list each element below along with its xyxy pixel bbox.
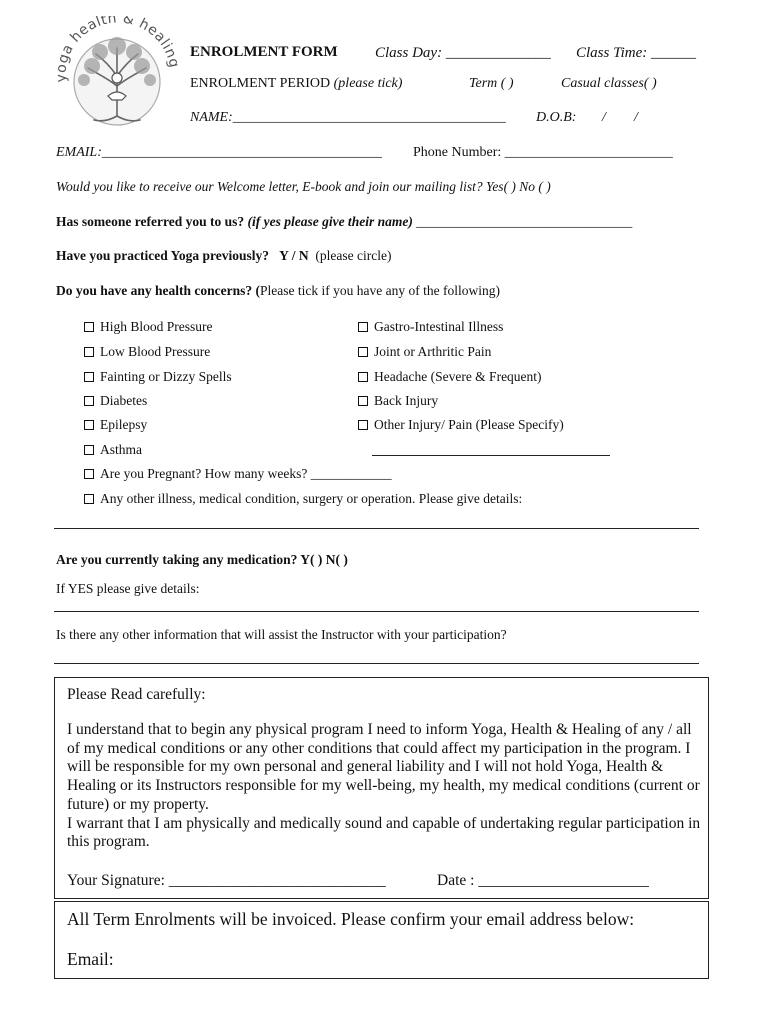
declaration-paragraph xyxy=(67,721,701,852)
casual-classes-option[interactable]: Casual classes( ) xyxy=(561,76,657,91)
yoga-yn-options[interactable]: Y / N xyxy=(279,248,309,263)
name-field[interactable]: NAME:_______________________________________ xyxy=(190,110,506,125)
checkbox-item[interactable] xyxy=(84,417,147,433)
checkbox-label: Other Injury/ Pain (Please Specify) xyxy=(374,417,564,432)
checkbox-label: Joint or Arthritic Pain xyxy=(374,344,492,359)
checkbox-item[interactable] xyxy=(84,442,142,458)
checkbox-item[interactable] xyxy=(84,369,232,385)
period-label: ENROLMENT PERIOD xyxy=(190,76,331,91)
dob-label[interactable]: D.O.B: xyxy=(536,110,577,125)
medication-details-line[interactable] xyxy=(54,611,699,612)
referral-blank[interactable]: ________________________________ xyxy=(416,214,633,229)
checkbox[interactable] xyxy=(84,322,94,332)
other-info-line[interactable] xyxy=(54,663,699,664)
yoga-hint: (please circle) xyxy=(315,248,392,263)
class-time-field[interactable]: Class Time: ______ xyxy=(576,45,697,61)
health-concerns-question xyxy=(56,283,500,299)
checkbox-item[interactable] xyxy=(358,319,503,335)
invoice-notice: All Term Enrolments will be invoiced. Please confirm your email address below: xyxy=(67,909,635,929)
checkbox-item[interactable] xyxy=(84,491,522,507)
checkbox-item[interactable] xyxy=(84,466,392,482)
checkbox-label: Fainting or Dizzy Spells xyxy=(100,369,232,384)
logo xyxy=(52,16,182,136)
checkbox-item[interactable] xyxy=(84,393,147,409)
declaration-box xyxy=(54,677,709,899)
mailing-list-question[interactable]: Would you like to receive our Welcome letter, E-book and join our mailing list? Yes( ) No ( ) xyxy=(56,179,551,194)
checkbox-label: Are you Pregnant? How many weeks? ____________ xyxy=(100,466,392,481)
checkbox[interactable] xyxy=(358,372,368,382)
checkbox[interactable] xyxy=(358,347,368,357)
checkbox-label: Headache (Severe & Frequent) xyxy=(374,369,542,384)
checkbox-label: High Blood Pressure xyxy=(100,319,213,334)
medication-question[interactable]: Are you currently taking any medication? Y( ) N( ) xyxy=(56,552,348,567)
yoga-tree-logo-icon xyxy=(52,16,182,136)
checkbox[interactable] xyxy=(84,347,94,357)
dob-separator: / xyxy=(602,110,606,125)
logo-text: yoga health & healing xyxy=(53,16,182,83)
date-field[interactable]: Date : ______________________ xyxy=(437,872,649,889)
phone-field[interactable]: Phone Number: ________________________ xyxy=(413,145,673,160)
checkbox-label: Epilepsy xyxy=(100,417,148,432)
yoga-question-text: Have you practiced Yoga previously? xyxy=(56,248,269,263)
checkbox-item[interactable] xyxy=(84,344,210,360)
health-question-text: Do you have any health concerns? ( xyxy=(56,283,261,298)
checkbox[interactable] xyxy=(84,469,94,479)
yoga-experience-question[interactable] xyxy=(56,248,391,264)
checkbox[interactable] xyxy=(358,420,368,430)
details-line[interactable] xyxy=(54,528,699,529)
checkbox[interactable] xyxy=(84,372,94,382)
checkbox[interactable] xyxy=(84,445,94,455)
declaration-text: I understand that to begin any physical program I need to inform Yoga, Health & Healing of any / all of my medical conditions or any other conditions that could affect my participation in the program. I will be responsible for my own personal and general liability and I will not hold Yoga, Health & Healing or its Instructors responsible for my well-being, my health, my medical conditions (current or future) or my property. xyxy=(67,721,700,813)
checkbox[interactable] xyxy=(84,494,94,504)
checkbox-item[interactable] xyxy=(358,369,542,385)
checkbox-label: Gastro-Intestinal Illness xyxy=(374,319,504,334)
dob-separator: / xyxy=(634,110,638,125)
checkbox-item[interactable] xyxy=(358,417,564,433)
form-title: ENROLMENT FORM xyxy=(190,44,338,60)
checkbox[interactable] xyxy=(358,396,368,406)
checkbox-label: Low Blood Pressure xyxy=(100,344,211,359)
term-option[interactable]: Term ( ) xyxy=(469,76,514,91)
checkbox-item[interactable] xyxy=(84,319,213,335)
referral-question-text: Has someone referred you to us? xyxy=(56,214,245,229)
checkbox-label: Asthma xyxy=(100,442,142,457)
warranty-text: I warrant that I am physically and medically sound and capable of undertaking regular participation in this program. xyxy=(67,814,701,851)
checkbox[interactable] xyxy=(84,396,94,406)
invoice-box xyxy=(54,901,709,979)
health-hint: Please tick if you have any of the following) xyxy=(260,283,500,298)
confirm-email-field[interactable]: Email: xyxy=(67,949,114,969)
checkbox[interactable] xyxy=(358,322,368,332)
checkbox[interactable] xyxy=(84,420,94,430)
checkbox-label: Any other illness, medical condition, surgery or operation. Please give details: xyxy=(100,491,523,506)
checkbox-label: Diabetes xyxy=(100,393,148,408)
class-day-field[interactable]: Class Day: ______________ xyxy=(375,45,551,61)
other-info-question: Is there any other information that will assist the Instructor with your participation? xyxy=(56,627,507,642)
medication-details-label: If YES please give details: xyxy=(56,581,200,596)
enrolment-period-label xyxy=(190,76,402,92)
checkbox-item[interactable] xyxy=(358,393,438,409)
other-injury-specify-line[interactable] xyxy=(372,455,610,456)
signature-field[interactable]: Your Signature: ____________________________ xyxy=(67,872,386,889)
referral-hint: (if yes please give their name) xyxy=(247,214,413,229)
checkbox-item[interactable] xyxy=(358,344,491,360)
declaration-heading: Please Read carefully: xyxy=(67,686,206,703)
referral-question[interactable] xyxy=(56,214,632,230)
email-field[interactable]: EMAIL:________________________________________ xyxy=(56,145,382,160)
period-hint: (please tick) xyxy=(333,76,403,91)
checkbox-label: Back Injury xyxy=(374,393,439,408)
